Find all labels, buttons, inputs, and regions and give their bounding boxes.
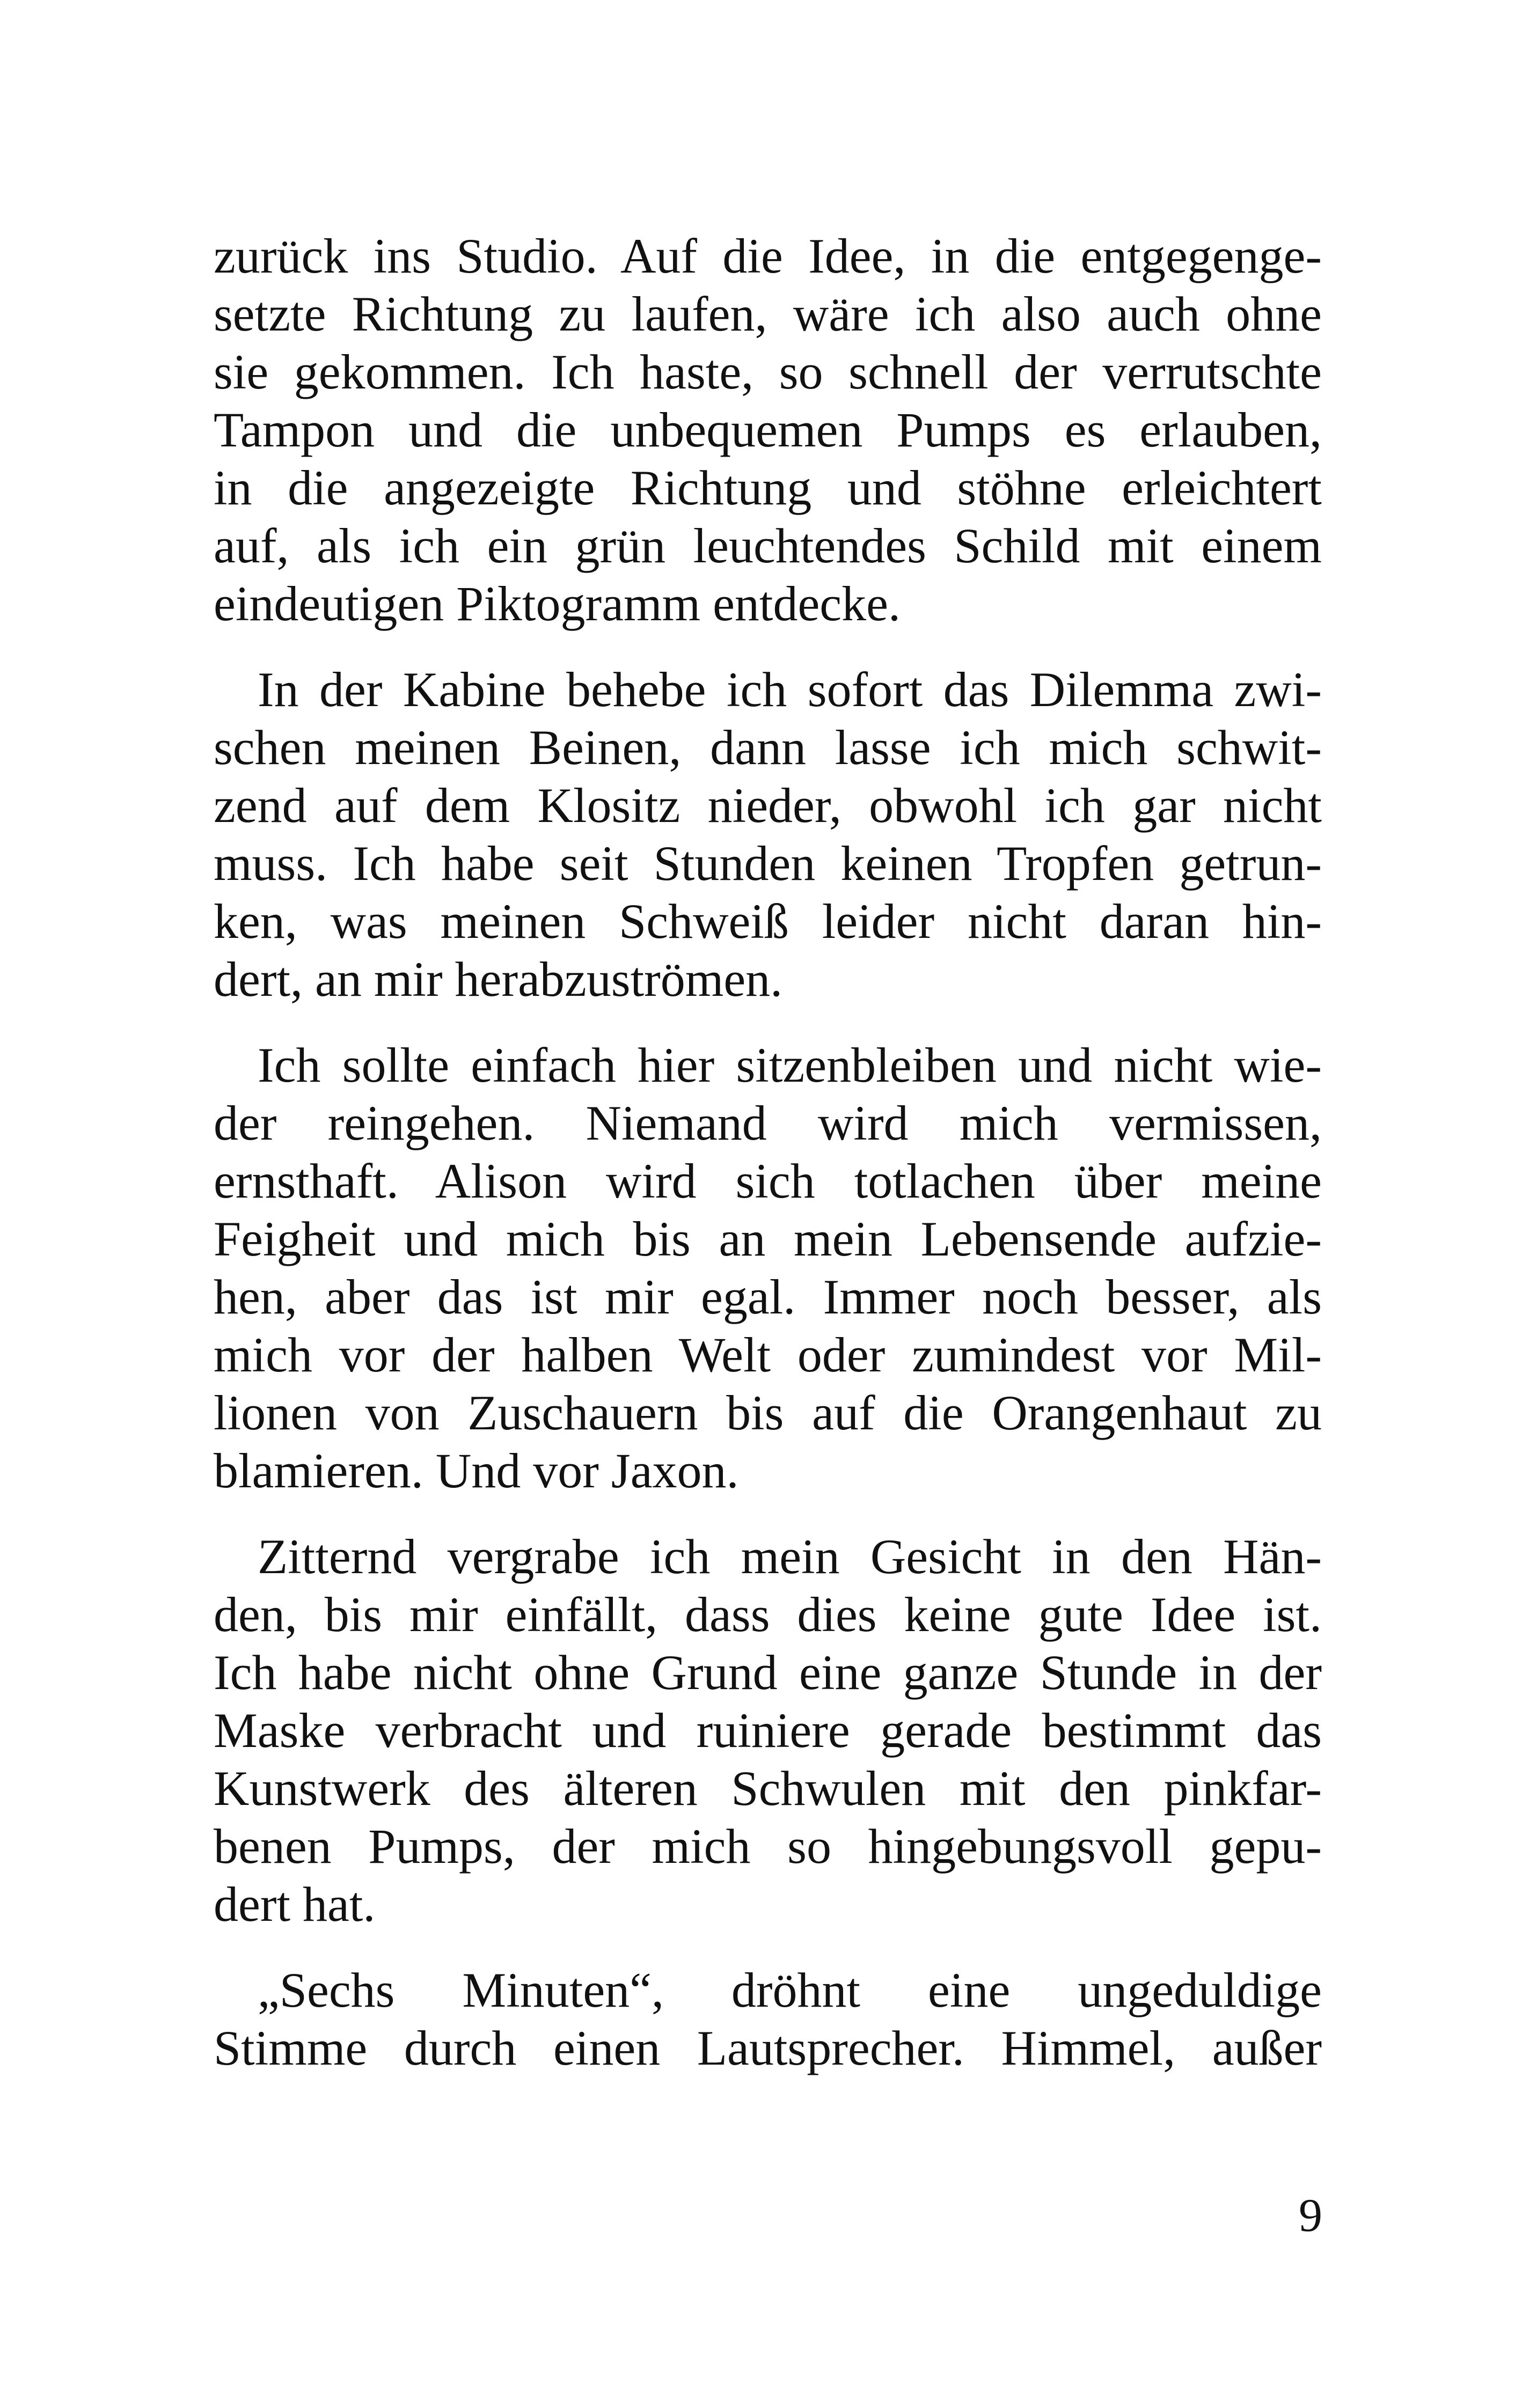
text-line: benen Pumps, der mich so hingebungsvoll gepu- (214, 1819, 1322, 1874)
text-line: „Sechs Minuten“, dröhnt eine ungeduldige (258, 1963, 1322, 2017)
text-line: dert, an mir herabzuströmen. (214, 952, 783, 1007)
page-number: 9 (1299, 2190, 1322, 2242)
text-line: Ich habe nicht ohne Grund eine ganze Stunde in der (214, 1645, 1322, 1700)
text-line: zurück ins Studio. Auf die Idee, in die entgegenge- (214, 229, 1322, 283)
text-line: sie gekommen. Ich haste, so schnell der verrutschte (214, 344, 1322, 399)
text-line: dert hat. (214, 1877, 376, 1932)
text-line: Kunstwerk des älteren Schwulen mit den pinkfar- (214, 1761, 1322, 1816)
text-line: Tampon und die unbequemen Pumps es erlauben, (214, 402, 1322, 457)
paragraph (214, 1961, 1322, 2077)
text-line: In der Kabine behebe ich sofort das Dilemma zwi- (258, 662, 1322, 717)
text-line: in die angezeigte Richtung und stöhne erleichtert (214, 460, 1322, 515)
paragraph (214, 227, 1322, 633)
text-line: schen meinen Beinen, dann lasse ich mich schwit- (214, 720, 1322, 775)
text-line: Ich sollte einfach hier sitzenbleiben und nicht wie- (258, 1038, 1322, 1092)
text-line: Zitternd vergrabe ich mein Gesicht in den Hän- (258, 1529, 1322, 1584)
text-line: Feigheit und mich bis an mein Lebensende aufzie- (214, 1212, 1322, 1266)
paragraph (214, 1036, 1322, 1500)
text-line: lionen von Zuschauern bis auf die Orangenhaut zu (214, 1385, 1322, 1440)
text-line: muss. Ich habe seit Stunden keinen Tropfen getrun- (214, 836, 1322, 891)
text-line: blamieren. Und vor Jaxon. (214, 1443, 739, 1498)
paragraph (214, 1528, 1322, 1933)
text-line: zend auf dem Klositz nieder, obwohl ich gar nicht (214, 778, 1322, 833)
text-line: der reingehen. Niemand wird mich vermissen, (214, 1096, 1322, 1150)
text-line: den, bis mir einfällt, dass dies keine gute Idee ist. (214, 1587, 1322, 1642)
text-line: mich vor der halben Welt oder zumindest vor Mil- (214, 1327, 1322, 1382)
text-line: setzte Richtung zu laufen, wäre ich also auch ohne (214, 287, 1322, 341)
text-line: ken, was meinen Schweiß leider nicht daran hin- (214, 894, 1322, 949)
text-line: Stimme durch einen Lautsprecher. Himmel, außer (214, 2021, 1322, 2075)
text-line: eindeutigen Piktogramm entdecke. (214, 576, 901, 631)
body-text (214, 227, 1322, 2105)
text-line: Maske verbracht und ruiniere gerade bestimmt das (214, 1703, 1322, 1758)
text-line: hen, aber das ist mir egal. Immer noch besser, als (214, 1269, 1322, 1324)
paragraph (214, 660, 1322, 1008)
text-line: auf, als ich ein grün leuchtendes Schild mit einem (214, 518, 1322, 573)
text-line: ernsthaft. Alison wird sich totlachen über meine (214, 1154, 1322, 1208)
